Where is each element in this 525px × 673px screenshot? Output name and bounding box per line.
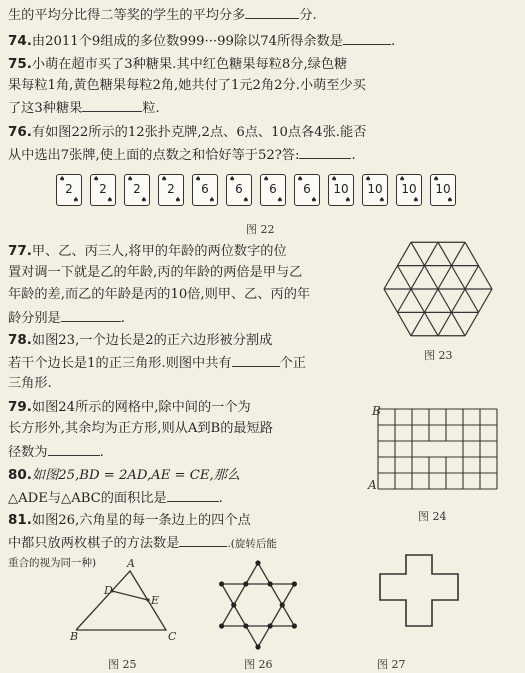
text: .: [351, 148, 356, 163]
spade-icon: ♠: [310, 196, 317, 204]
text: 如图23,一个边长是2的正六边形被分割成: [31, 333, 273, 348]
spade-icon: ♠: [174, 196, 181, 204]
text: .: [120, 311, 125, 326]
text: △ADE与△ABC的面积比是: [8, 491, 167, 506]
text: 小萌在超市买了3种糖果.其中红色糖果每粒8分,绿色糖: [31, 57, 348, 72]
text: 个正: [279, 356, 306, 371]
point-label-b: B: [372, 404, 381, 418]
card-value: 2: [99, 182, 107, 196]
card-value: 10: [435, 182, 451, 196]
question-number: 74.: [8, 33, 32, 49]
text: .: [391, 34, 396, 49]
question-number: 78.: [8, 332, 32, 348]
text: 三角形.: [8, 376, 52, 391]
spade-icon: ♠: [59, 175, 66, 183]
figure-caption: 图 27: [377, 658, 406, 671]
spade-icon: ♠: [433, 175, 440, 183]
text: 龄分别是: [8, 311, 61, 326]
card-value: 2: [133, 182, 141, 196]
card-value: 2: [65, 182, 73, 196]
point-label-e: E: [151, 594, 160, 607]
text: .(旋转后能: [227, 538, 277, 550]
card-value: 6: [201, 182, 209, 196]
question-number: 79.: [8, 399, 32, 415]
spade-icon: ♠: [208, 196, 215, 204]
figure-caption: 图 23: [424, 349, 453, 362]
spade-icon: ♠: [161, 175, 168, 183]
text: 果每粒1角,黄色糖果每粒2角,她共付了1元2角2分.小萌至少买: [8, 78, 366, 93]
card-value: 2: [167, 182, 175, 196]
spade-icon: ♠: [331, 175, 338, 183]
point-label-c: C: [168, 630, 177, 643]
card-value: 10: [367, 182, 383, 196]
text: 中都只放两枚棋子的方法数是: [8, 536, 180, 551]
text: 生的平均分比得二等奖的学生的平均分多: [8, 8, 246, 23]
question-number: 81.: [8, 512, 32, 528]
text: 径数为: [8, 445, 48, 460]
spade-icon: ♠: [297, 175, 304, 183]
point-label-a: A: [127, 557, 135, 570]
question-number: 75.: [8, 56, 32, 72]
text: 粒.: [142, 101, 160, 116]
spade-icon: ♠: [446, 196, 453, 204]
figure-caption: 图 26: [244, 658, 273, 671]
text: 从中选出7张牌,使上面的点数之和恰好等于52?答:: [8, 148, 300, 163]
text: 了这3种糖果: [8, 101, 83, 116]
text: 由2011个9组成的多位数999···99除以74所得余数是: [31, 34, 343, 49]
text: 长方形外,其余均为正方形,则从A到B的最短路: [8, 421, 273, 436]
text: 如图25,BD = 2AD,AE = CE,那么: [31, 468, 241, 483]
spade-icon: ♠: [242, 196, 249, 204]
text: 若干个边长是1的正三角形.则图中共有: [8, 356, 232, 371]
spade-icon: ♠: [378, 196, 385, 204]
spade-icon: ♠: [127, 175, 134, 183]
spade-icon: ♠: [72, 196, 79, 204]
card-value: 6: [269, 182, 277, 196]
spade-icon: ♠: [399, 175, 406, 183]
card-value: 10: [333, 182, 349, 196]
text: 如图24所示的网格中,除中间的一个为: [31, 400, 251, 415]
spade-icon: ♠: [229, 175, 236, 183]
spade-icon: ♠: [412, 196, 419, 204]
figure-caption: 图 24: [418, 510, 447, 523]
figure-caption: 图 25: [108, 658, 137, 671]
text: 甲、乙、丙三人,将甲的年龄的两位数字的位: [31, 244, 287, 259]
text: 重合的视为同一种): [8, 557, 97, 569]
question-number: 77.: [8, 243, 32, 259]
text: 年龄的差,而乙的年龄是丙的10倍,则甲、乙、丙的年: [8, 287, 311, 302]
text: 置对调一下就是乙的年龄,丙的年龄的两倍是甲与乙: [8, 265, 303, 280]
text: 分.: [299, 8, 317, 23]
figure-caption: 图 22: [246, 223, 275, 236]
spade-icon: ♠: [365, 175, 372, 183]
text: 如图26,六角星的每一条边上的四个点: [31, 513, 251, 528]
spade-icon: ♠: [93, 175, 100, 183]
point-label-b: B: [70, 630, 79, 643]
point-label-a: A: [368, 478, 377, 492]
spade-icon: ♠: [140, 196, 147, 204]
spade-icon: ♠: [276, 196, 283, 204]
spade-icon: ♠: [195, 175, 202, 183]
text: 有如图22所示的12张扑克牌,2点、6点、10点各4张.能否: [31, 125, 367, 140]
question-number: 80.: [8, 467, 32, 483]
question-number: 76.: [8, 124, 32, 140]
spade-icon: ♠: [263, 175, 270, 183]
card-value: 10: [401, 182, 417, 196]
spade-icon: ♠: [106, 196, 113, 204]
text: .: [99, 445, 104, 460]
spade-icon: ♠: [344, 196, 351, 204]
point-label-d: D: [104, 584, 113, 597]
card-value: 6: [303, 182, 311, 196]
card-value: 6: [235, 182, 243, 196]
text: .: [218, 491, 223, 506]
